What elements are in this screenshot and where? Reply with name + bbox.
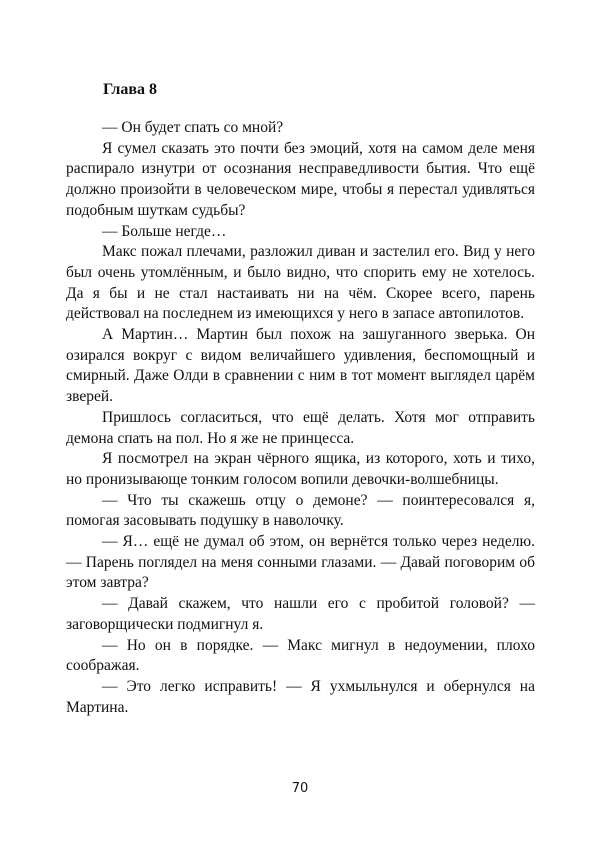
chapter-title: Глава 8 <box>103 81 157 98</box>
paragraph: Я сумел сказать это почти без эмоций, хотя на самом деле меня распирало изнутри от осознания несправедливости бытия. Что ещё должно произойти в человеческом мире, чтобы я перестал удивляться подобным шуткам судьбы? <box>66 139 535 219</box>
paragraph: — Что ты скажешь отцу о демоне? — поинтересовался я, помогая засовывать подушку в наволочку. <box>66 491 535 530</box>
body-text <box>66 118 535 718</box>
paragraph: Пришлось согласиться, что ещё делать. Хотя мог отправить демона спать на пол. Но я же не принцесса. <box>66 408 535 447</box>
paragraph: — Больше негде… <box>102 222 227 240</box>
paragraph: Макс пожал плечами, разложил диван и застелил его. Вид у него был очень утомлённым, и было видно, что спорить ему не хотелось. Да я бы и не стал настаивать ни на чём. Скорее всего, парень действовал на последнем из имеющихся у него в запасе автопилотов. <box>66 243 535 323</box>
paragraph: — Но он в порядке. — Макс мигнул в недоумении, плохо соображая. <box>66 636 535 675</box>
paragraph: — Он будет спать со мной? <box>102 119 284 136</box>
paragraph: — Давай скажем, что нашли его с пробитой головой? — заговорщически подмигнул я. <box>66 595 535 633</box>
paragraph: — Это легко исправить! — Я ухмыльнулся и обернулся на Мартина. <box>66 677 535 716</box>
page-number: 70 <box>291 781 309 796</box>
paragraph: — Я… ещё не думал об этом, он вернётся только через неделю. — Парень поглядел на меня сонными глазами. — Давай поговорим об этом завтра? <box>66 533 535 592</box>
paragraph: А Мартин… Мартин был похож на зашуганного зверька. Он озирался вокруг с видом величайшего удивления, беспомощный и смирный. Даже Олди в сравнении с ним в тот момент выглядел царём зверей. <box>66 326 535 406</box>
paragraph: Я посмотрел на экран чёрного ящика, из которого, хоть и тихо, но пронизывающе тонким голосом вопили девочки-волшебницы. <box>66 450 535 488</box>
